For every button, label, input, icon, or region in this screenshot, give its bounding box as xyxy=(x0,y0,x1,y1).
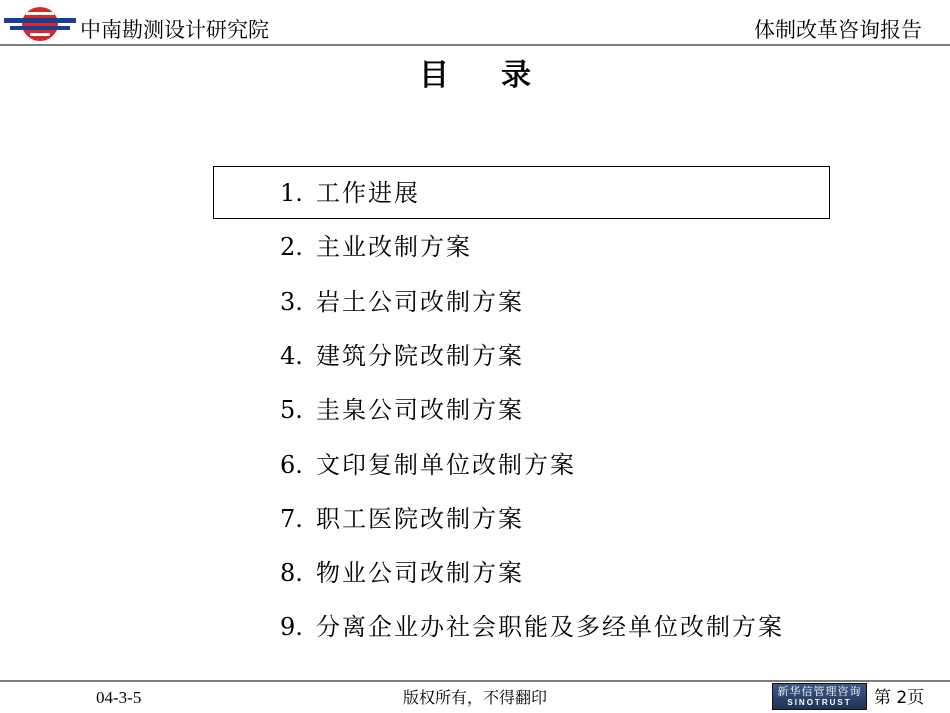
toc-item[interactable] xyxy=(280,611,784,643)
toc-item[interactable] xyxy=(280,340,524,372)
footer-date: 04-3-5 xyxy=(96,688,142,707)
toc-item-number: 8. xyxy=(280,559,303,587)
toc-item-number: 2. xyxy=(280,233,303,261)
toc-item[interactable] xyxy=(280,557,524,589)
brand-name-en: SINOTRUST xyxy=(787,698,852,707)
toc-item[interactable] xyxy=(280,177,420,209)
toc-item-label: 主业改制方案 xyxy=(316,233,472,261)
brand-name-cn: 新华信管理咨询 xyxy=(777,685,862,698)
report-title: 体制改革咨询报告 xyxy=(754,18,922,42)
toc-item-label: 职工医院改制方案 xyxy=(316,505,524,533)
toc-item-number: 5. xyxy=(280,396,303,424)
toc-item[interactable] xyxy=(280,503,524,535)
toc-item-label: 分离企业办社会职能及多经单位改制方案 xyxy=(316,613,784,641)
copyright-notice: 版权所有，不得翻印 xyxy=(402,688,547,707)
toc-item-label: 圭臬公司改制方案 xyxy=(316,396,524,424)
toc-item-number: 9. xyxy=(280,613,303,641)
toc-item-number: 4. xyxy=(280,342,303,370)
toc-item-number: 6. xyxy=(280,451,303,479)
page-title: 目录 xyxy=(419,58,583,93)
toc-item[interactable] xyxy=(280,231,472,263)
toc-item-label: 物业公司改制方案 xyxy=(316,559,524,587)
toc-item-label: 建筑分院改制方案 xyxy=(316,342,524,370)
footer-divider xyxy=(0,680,950,682)
toc-item-number: 7. xyxy=(280,505,303,533)
toc-item-label: 工作进展 xyxy=(316,179,420,207)
page-number: 第 2页 xyxy=(874,688,925,708)
toc-item-label: 文印复制单位改制方案 xyxy=(316,451,576,479)
toc-item-number: 1. xyxy=(280,179,303,207)
toc-item-number: 3. xyxy=(280,288,303,316)
toc-item[interactable] xyxy=(280,449,576,481)
toc-item[interactable] xyxy=(280,286,524,318)
sinotrust-logo xyxy=(772,683,867,710)
toc-item[interactable] xyxy=(280,394,524,426)
toc-item-label: 岩土公司改制方案 xyxy=(316,288,524,316)
organization-name: 中南勘测设计研究院 xyxy=(80,18,269,42)
